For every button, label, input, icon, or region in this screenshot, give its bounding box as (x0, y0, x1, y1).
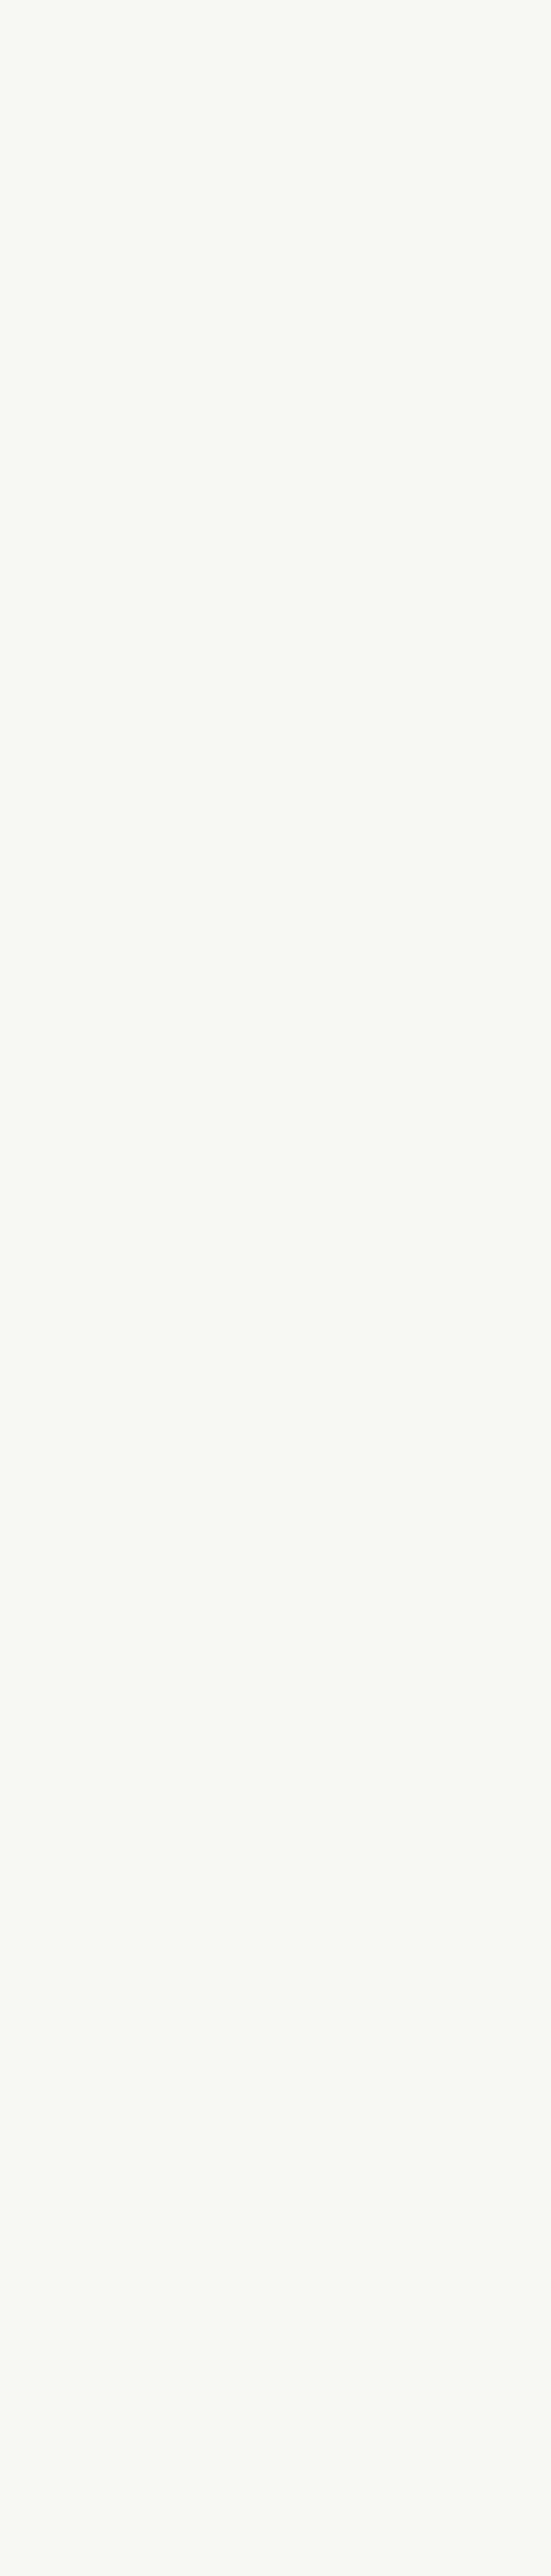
balance-sheet-liabilities (0, 685, 551, 1092)
notes-table-right (0, 2421, 551, 2576)
cash-flow-statement (0, 2009, 551, 2421)
statement-of-changes-in-equity (0, 1551, 551, 2009)
income-statement (0, 1092, 551, 1551)
registration-form (0, 0, 551, 294)
balance-sheet-assets (0, 294, 551, 685)
